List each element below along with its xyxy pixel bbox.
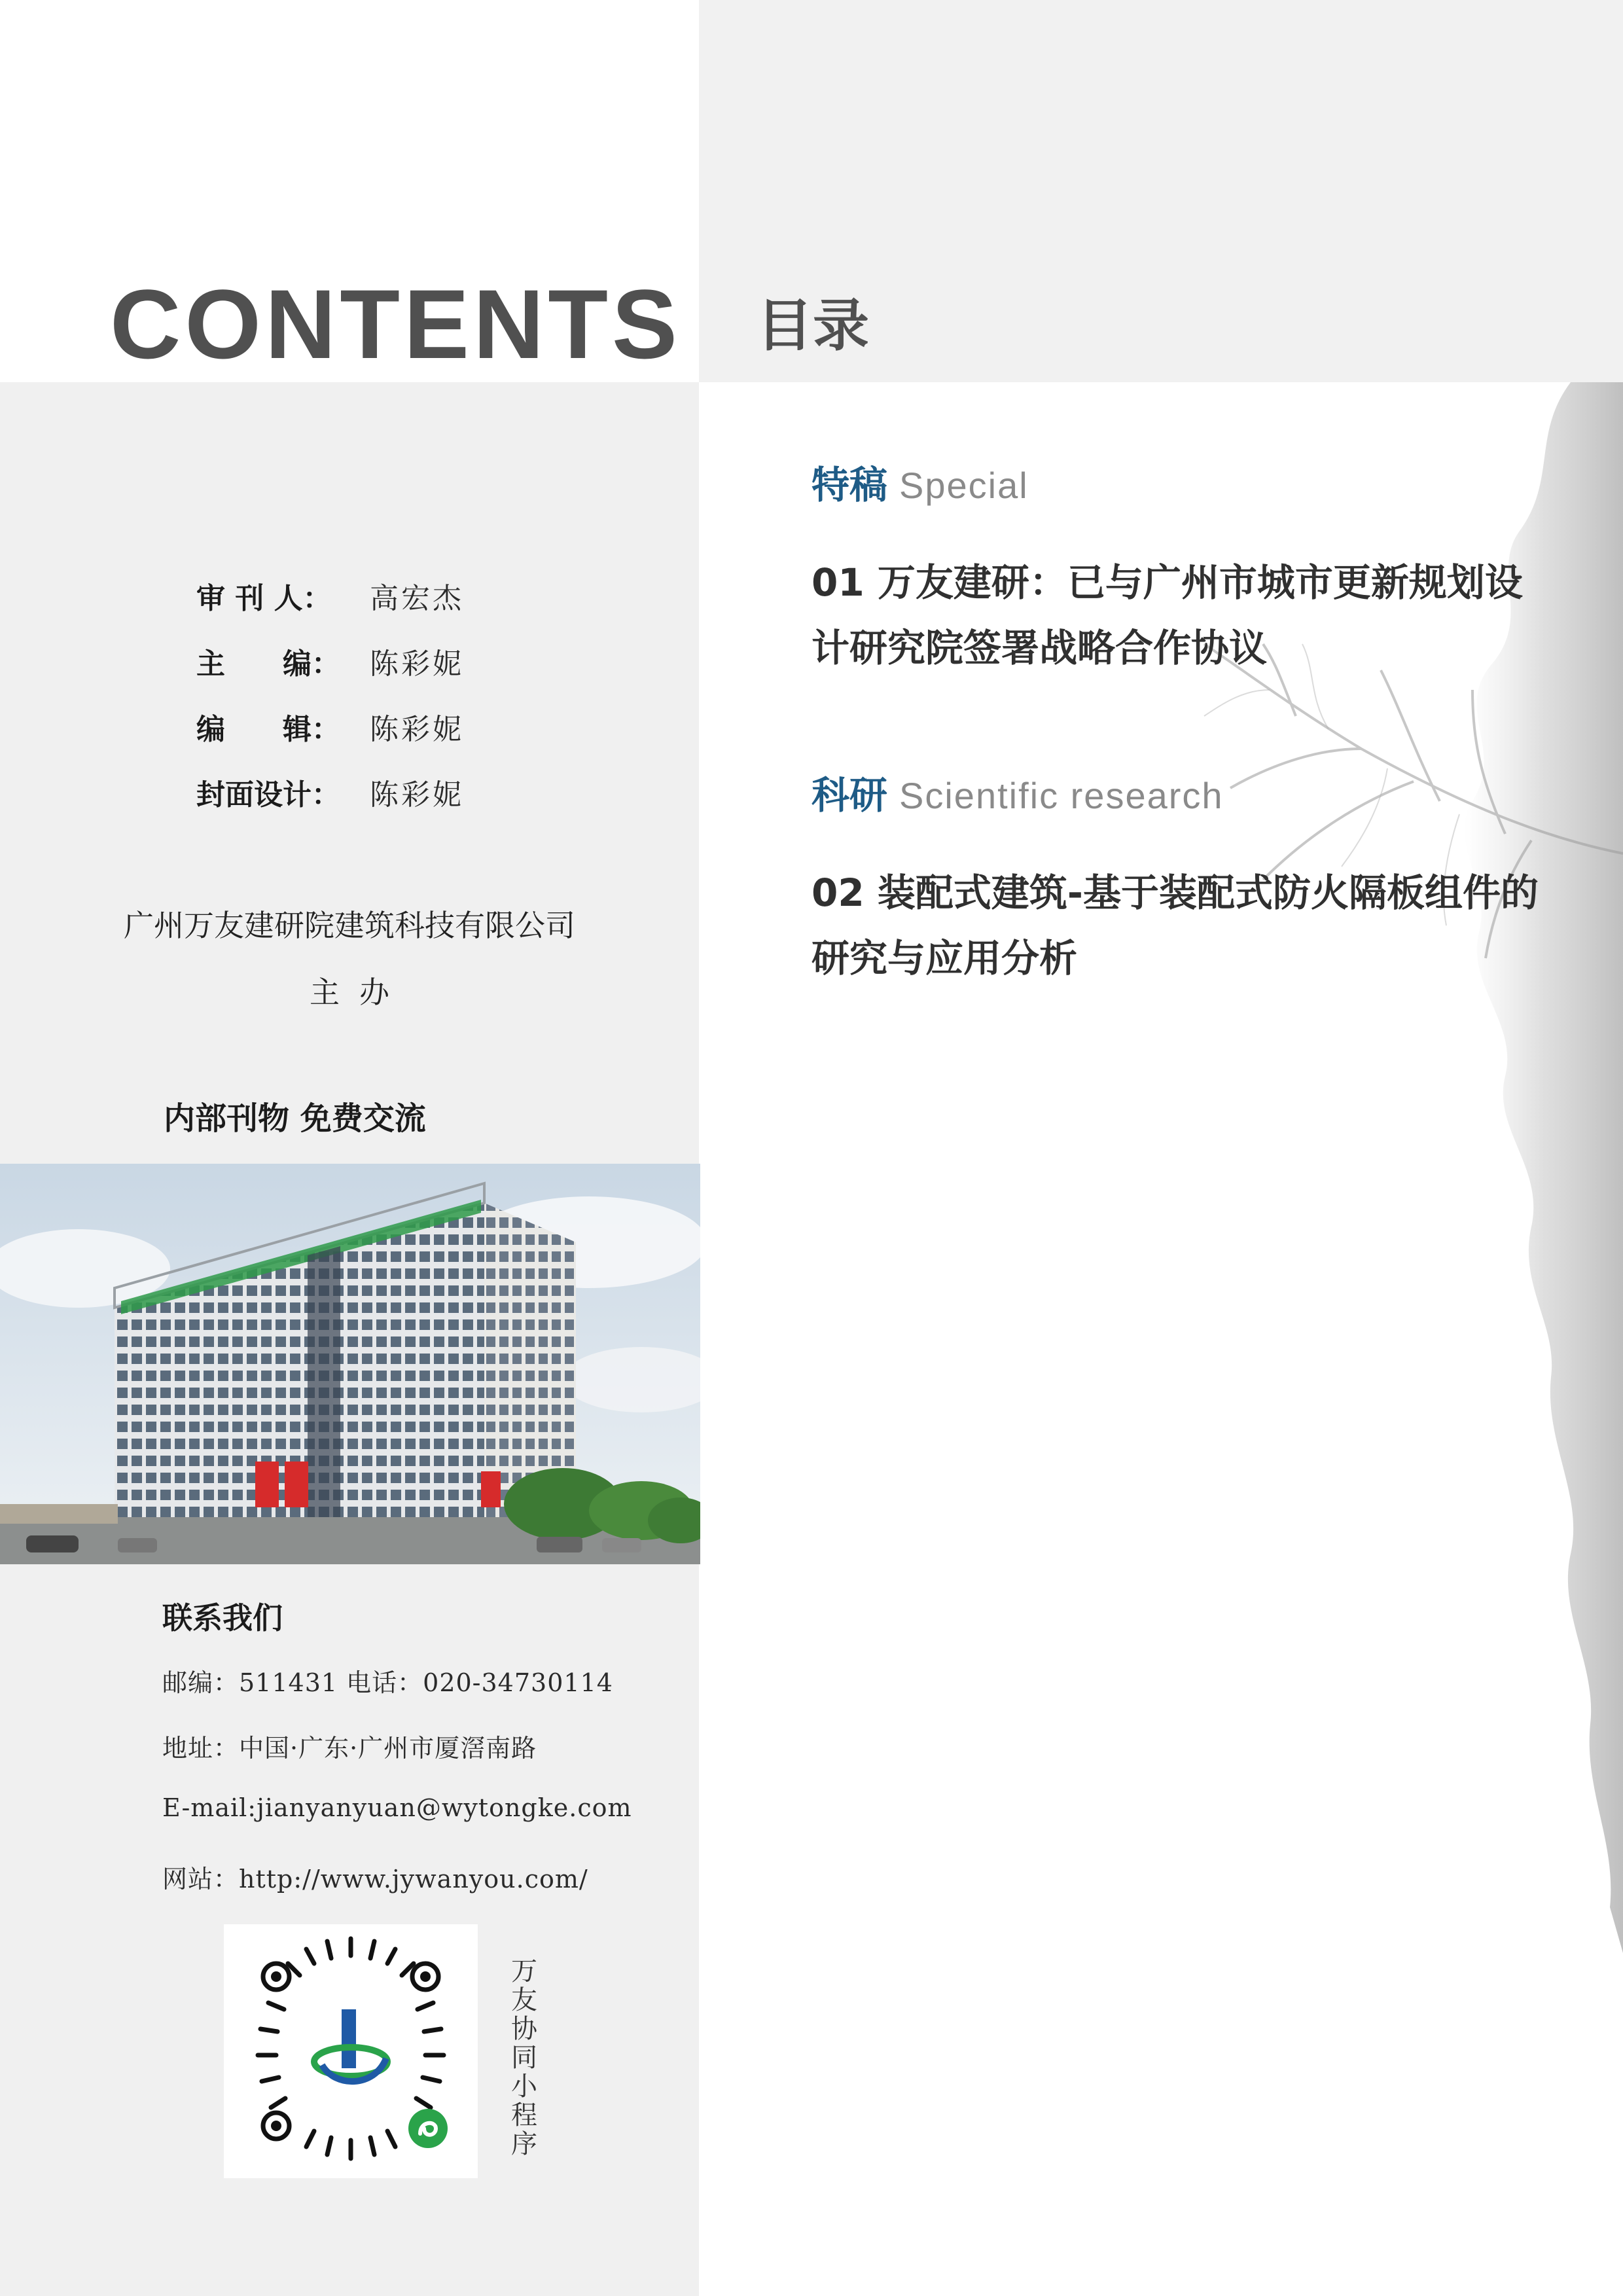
section-cn-title: 特稿 (812, 463, 888, 507)
staff-row-editor (196, 707, 464, 753)
staff-role: 主 编： (196, 647, 340, 681)
qr-caption: 万友协同小程序 (511, 1956, 537, 2159)
article-01-link[interactable]: 01 万友建研：已与广州市城市更新规划设计研究院签署战略合作协议 (812, 560, 1523, 670)
contact-address: 地址：中国·广东·广州市厦滘南路 (162, 1734, 537, 1763)
building-photo (0, 1164, 700, 1564)
staff-row-reviewer (196, 576, 464, 622)
contact-email[interactable]: E-mail:jianyanyuan@wytongke.com (162, 1793, 632, 1822)
mini-program-qr-code[interactable] (224, 1924, 478, 2178)
staff-name: 陈彩妮 (370, 647, 464, 681)
contents-title: CONTENTS (110, 269, 681, 379)
sponsor-label: 主办 (310, 975, 409, 1010)
section-en-title: Scientific research (899, 775, 1224, 816)
section-en-title: Special (899, 465, 1029, 506)
mulu-title: 目录 (757, 293, 869, 359)
staff-role: 编 辑： (196, 713, 340, 746)
staff-row-chief-editor (196, 641, 464, 687)
internal-publication-note: 内部刊物 免费交流 (164, 1100, 426, 1137)
company-name: 广州万友建研院建筑科技有限公司 (124, 908, 575, 943)
article-02-link[interactable]: 02 装配式建筑-基于装配式防火隔板组件的研究与应用分析 (812, 870, 1539, 980)
staff-name: 陈彩妮 (370, 778, 464, 812)
staff-name: 高宏杰 (370, 582, 464, 615)
section-header-special (812, 463, 1029, 507)
section-header-research (812, 773, 1224, 817)
contact-title: 联系我们 (162, 1600, 283, 1636)
staff-role: 审 刊 人： (196, 582, 332, 615)
section-cn-title: 科研 (812, 773, 888, 817)
staff-name: 陈彩妮 (370, 713, 464, 746)
contact-website[interactable]: 网站：http://www.jywanyou.com/ (162, 1865, 588, 1893)
contact-postal-phone: 邮编：511431 电话：020-34730114 (162, 1668, 613, 1697)
staff-row-cover-design (196, 772, 464, 818)
staff-role: 封面设计： (196, 778, 340, 812)
